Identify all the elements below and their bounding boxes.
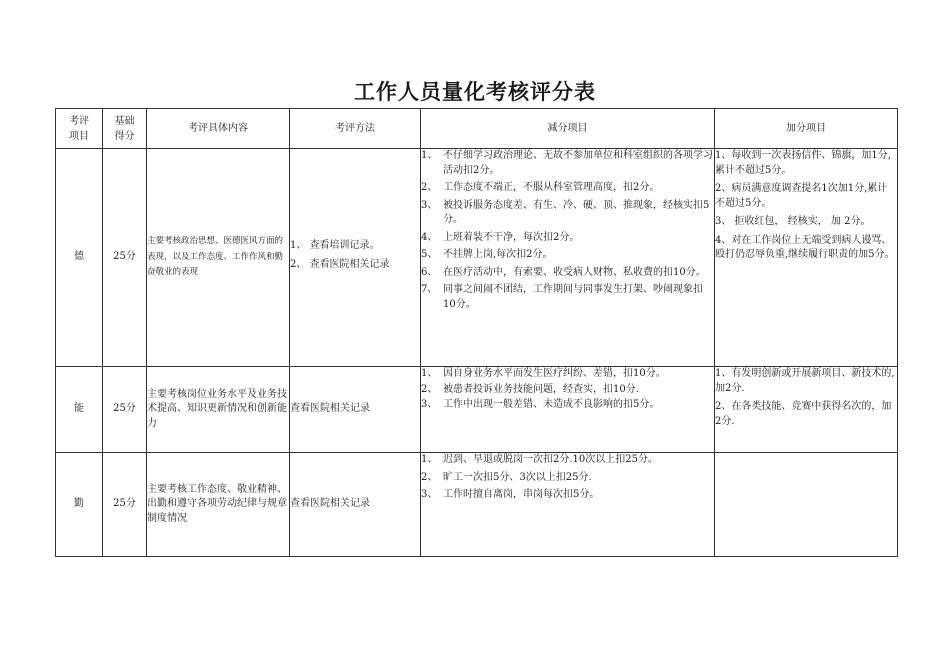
list-item: 6、 在医疗活动中，有索要、收受病人财物、私收费的扣10分。 bbox=[421, 266, 706, 278]
list-item: 3、 工作中出现一般差错、未造成不良影响的扣5分。 bbox=[421, 399, 660, 410]
list-item: 3、 工作时擅自离岗，串岗每次扣5分。 bbox=[421, 489, 600, 500]
table-row bbox=[56, 453, 898, 557]
list-item: 1、 不仔细学习政治理论、无故不参加单位和科室组织的各项学习活动扣2分。 bbox=[421, 150, 713, 176]
row-base-score: 25分 bbox=[103, 367, 147, 453]
content-text: 主要考核工作态度、敬业精神、出勤和遵守各项劳动纪律与规章制度情况 bbox=[147, 483, 287, 524]
list-item: 3、 被投诉服务态度差、有生、冷、硬、顶、推现象，经核实扣5分。 bbox=[421, 199, 710, 225]
header-method: 考评方法 bbox=[290, 109, 421, 149]
evaluation-table bbox=[55, 108, 898, 557]
row-deductions bbox=[421, 149, 715, 367]
row-item: 勤 bbox=[56, 453, 103, 557]
table-row bbox=[56, 149, 898, 367]
row-method bbox=[290, 149, 421, 367]
header-base-score bbox=[103, 109, 147, 149]
table-row bbox=[56, 367, 898, 453]
header-deduction: 减分项目 bbox=[421, 109, 715, 149]
list-item: 1、 因自身业务水平而发生医疗纠纷、差错，扣10分。 bbox=[421, 368, 666, 379]
row-deductions bbox=[421, 453, 715, 557]
deduction-list bbox=[421, 453, 714, 503]
bonus-item: 2、病员满意度调查提名1次加1分,累计不超过5分。 bbox=[715, 183, 888, 209]
header-base-score-label: 基础 得分 bbox=[114, 115, 135, 142]
page-title: 工作人员量化考核评分表 bbox=[354, 79, 596, 104]
list-item: 2、 旷工一次扣5分、3次以上扣25分. bbox=[421, 471, 592, 483]
header-row bbox=[56, 109, 898, 149]
row-content bbox=[147, 149, 290, 367]
row-bonuses bbox=[715, 367, 898, 453]
content-text: 主要考核岗位业务水平及业务技术提高、知识更新情况和创新能力 bbox=[147, 388, 287, 429]
row-item: 能 bbox=[56, 367, 103, 453]
row-item: 德 bbox=[56, 149, 103, 367]
list-item: 1、 迟到、早退或脱岗一次扣2分.10次以上扣25分。 bbox=[421, 454, 658, 465]
list-item: 2、 工作态度不端正，不服从科室管理高度，扣2分。 bbox=[421, 182, 660, 193]
method-line: 查看医院相关记录 bbox=[290, 498, 370, 510]
row-bonuses bbox=[715, 149, 898, 367]
bonus-item: 1、有发明创新或开展新项目、新技术的,加2分. bbox=[715, 368, 895, 394]
header-item bbox=[56, 109, 103, 149]
header-content: 考评具体内容 bbox=[147, 109, 290, 149]
content-text: 主要考核政治思想、医德医风方面的表现，以及工作态度、工作作风和勤奋敬业的表现 bbox=[147, 235, 284, 278]
row-base-score: 25分 bbox=[103, 453, 147, 557]
bonus-item: 4、对在工作岗位上无端受到病人谩骂、殴打仍忍辱负重,继续履行职责的加5分。 bbox=[715, 234, 895, 260]
deduction-list bbox=[421, 149, 714, 312]
row-method bbox=[290, 453, 421, 557]
header-bonus: 加分项目 bbox=[715, 109, 898, 149]
method-line: 查看医院相关记录 bbox=[290, 403, 370, 415]
list-item: 2、 被患者投诉业务技能问题，经查实，扣10分. bbox=[421, 383, 639, 395]
header-item-label: 考评 项目 bbox=[69, 115, 89, 142]
method-line: 1、 查看培训记录。 bbox=[290, 240, 380, 251]
list-item: 4、 上班着装不干净，每次扣2分。 bbox=[421, 231, 580, 243]
list-item: 5、 不挂牌上岗,每次扣2分。 bbox=[421, 249, 553, 260]
row-bonuses bbox=[715, 453, 898, 557]
deduction-list bbox=[421, 367, 714, 413]
row-base-score: 25分 bbox=[103, 149, 147, 367]
bonus-item: 1、每收到一次表扬信件、锦旗，加1分,累计不超过5分。 bbox=[715, 150, 891, 176]
bonus-item: 3、 拒收红包， 经核实， 加 2分。 bbox=[715, 216, 871, 227]
method-line: 2、 查看医院相关记录 bbox=[290, 258, 390, 270]
bonus-item: 2、在各类技能、竞赛中获得名次的，加2分. bbox=[715, 401, 892, 427]
row-deductions bbox=[421, 367, 715, 453]
row-content bbox=[147, 367, 290, 453]
list-item: 7、 同事之间闹不团结，工作期间与同事发生打架、吵闹现象扣10分。 bbox=[421, 284, 703, 310]
row-method bbox=[290, 367, 421, 453]
row-content bbox=[147, 453, 290, 557]
